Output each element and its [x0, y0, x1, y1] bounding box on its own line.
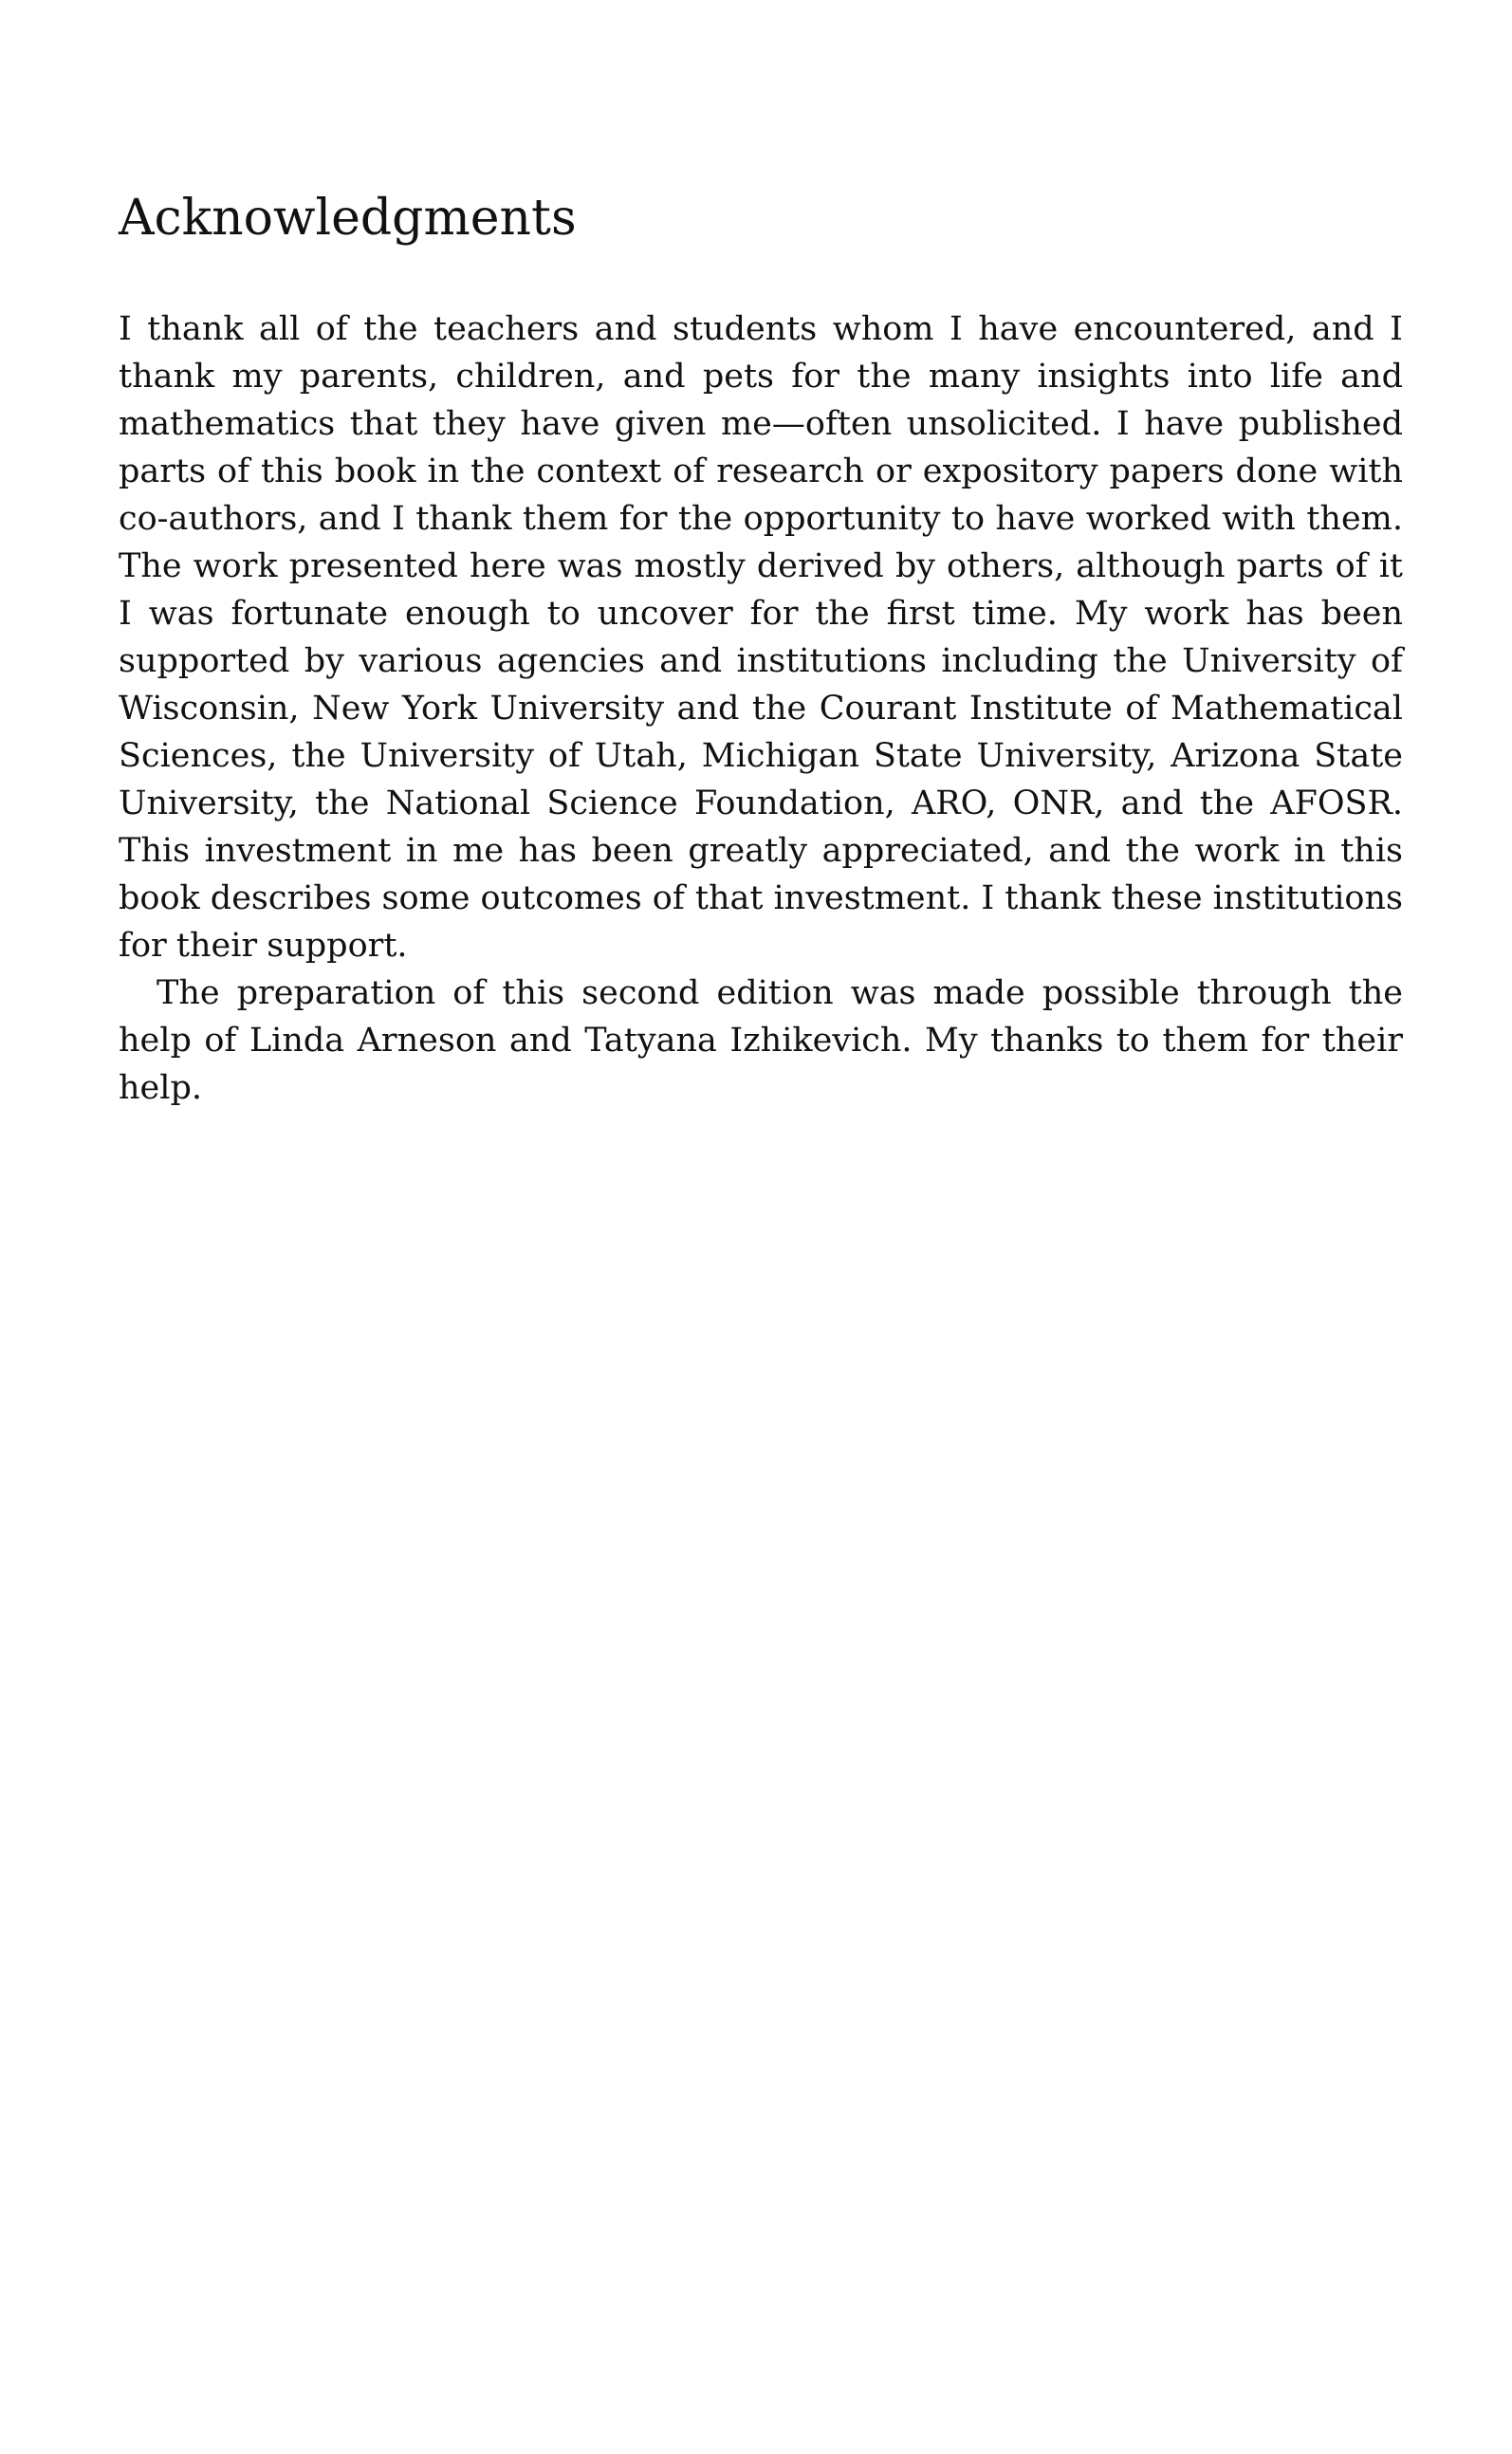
paragraph-1: I thank all of the teachers and students whom I have encountered, and I thank my parents, children, and pets for the many insights into life and mathematics that they have given me—often unsolicited. I have published parts of this book in the context of research or expository papers done with co-authors, and I thank them for the opportunity to have worked with them. The work presented here was mostly derived by others, although parts of it I was fortunate enough to uncover for the first time. My work has been supported by various agencies and institutions including the University of Wisconsin, New York University and the Courant Institute of Mathematical Sciences, the University of Utah, Michigan State University, Arizona State University, the National Science Foundation, ARO, ONR, and the AFOSR. This investment in me has been greatly appreciated, and the work in this book describes some outcomes of that investment. I thank these institutions for their support. — [119, 310, 1403, 965]
paragraph-2: The preparation of this second edition was made possible through the help of Linda Arneson and Tatyana Izhikevich. My thanks to them for their help. — [119, 974, 1403, 1107]
acknowledgments-body — [119, 305, 1403, 1112]
section-heading: Acknowledgments — [119, 190, 577, 247]
